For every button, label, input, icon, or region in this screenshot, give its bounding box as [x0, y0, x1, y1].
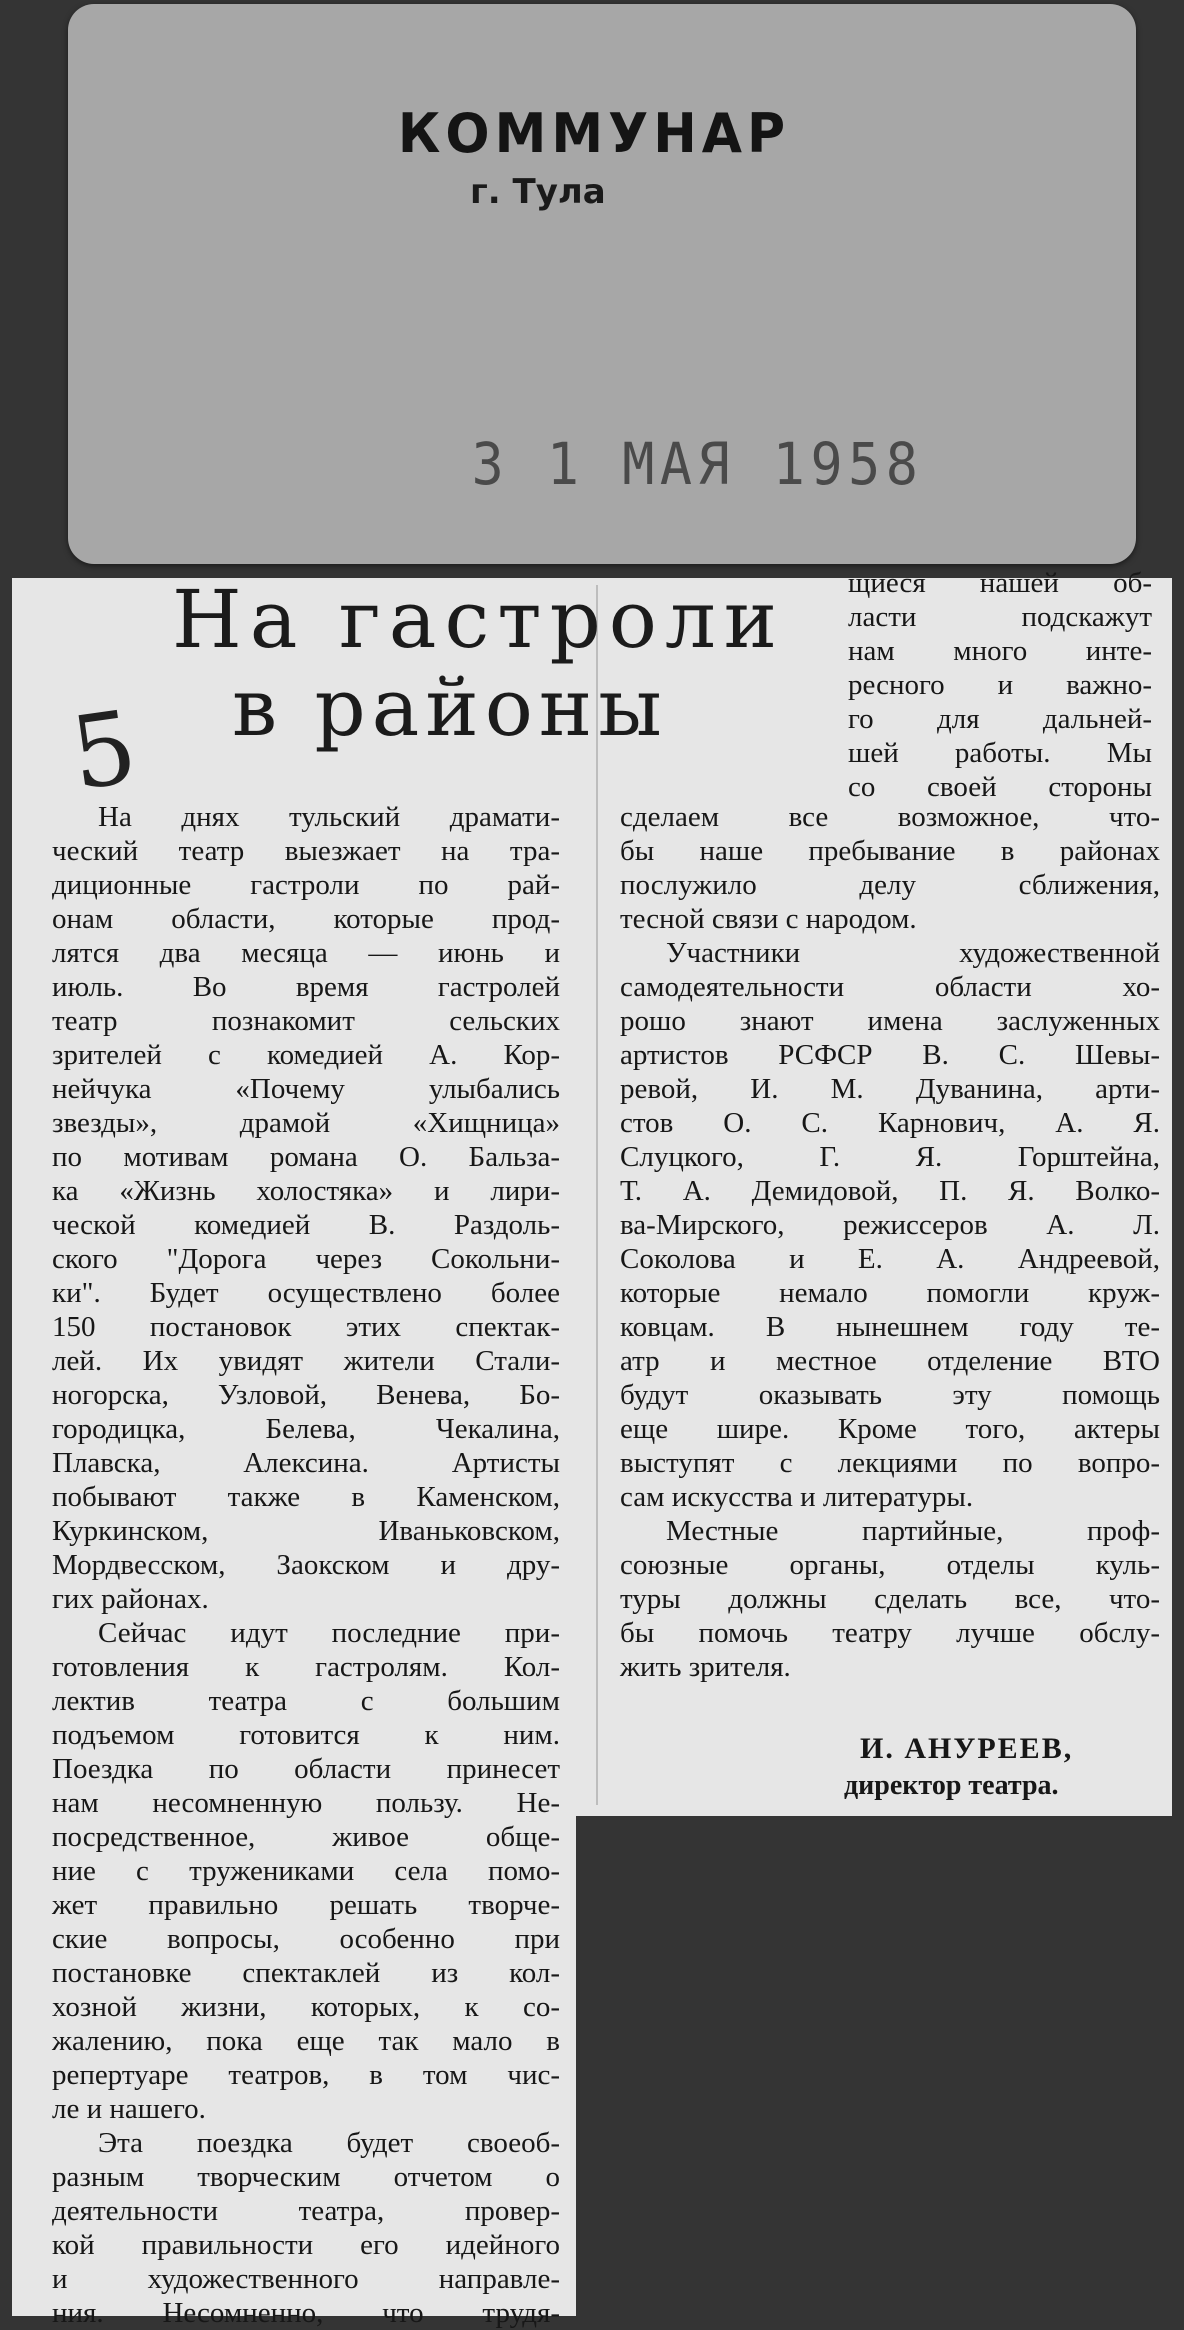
article-line: бы наше пребывание в районах [620, 835, 1160, 867]
article-line: театр познакомит сельских [52, 1005, 560, 1037]
article-line: гих районах. [52, 1583, 209, 1615]
article-line: ского "Дорога через Сокольни- [52, 1243, 560, 1275]
article-line: посредственное, живое обще- [52, 1821, 560, 1853]
article-line: готовления к гастролям. Кол- [52, 1651, 560, 1683]
article-line: нейчука «Почему улыбались [52, 1073, 560, 1105]
article-line: кой правильности его идейного [52, 2229, 560, 2261]
article-line: ния. Несомненно, что трудя- [52, 2297, 560, 2329]
article-line: лей. Их увидят жители Стали- [52, 1345, 560, 1377]
article-line: нам несомненную пользу. Не- [52, 1787, 560, 1819]
date-stamp: 3 1 МАЯ 1958 [471, 430, 924, 498]
author-signature: И. АНУРЕЕВ, [860, 1732, 1074, 1765]
newspaper-city: г. Тула [470, 172, 606, 212]
article-line: лектив театра с большим [52, 1685, 560, 1717]
article-line: Участники художественной [666, 937, 1160, 969]
article-line: онам области, которые прод- [52, 903, 560, 935]
article-line: Слуцкого, Г. Я. Горштейна, [620, 1141, 1160, 1173]
article-line: ногорска, Узловой, Венева, Бо- [52, 1379, 560, 1411]
article-line: атр и местное отделение ВТО [620, 1345, 1160, 1377]
article-line: постановке спектаклей из кол- [52, 1957, 560, 1989]
article-line: Эта поездка будет своеоб- [98, 2127, 560, 2159]
article-column-right-top [848, 566, 1152, 804]
article-line: щиеся нашей об- [848, 567, 1152, 599]
article-column-right [620, 800, 1160, 1684]
article-line: ва-Мирского, режиссеров А. Л. [620, 1209, 1160, 1241]
article-line: Местные партийные, проф- [666, 1515, 1160, 1547]
article-line: Поездка по области принесет [52, 1753, 560, 1785]
article-headline-line-2: в районы [232, 661, 668, 754]
article-line: рошо знают имена заслуженных [620, 1005, 1160, 1037]
article-line: ревой, И. М. Дуванина, арти- [620, 1073, 1160, 1105]
article-line: Куркинском, Иваньковском, [52, 1515, 560, 1547]
newspaper-name: КОММУНАР [397, 102, 791, 166]
article-line: выступят с лекциями по вопро- [620, 1447, 1160, 1479]
article-line: нам много инте- [848, 635, 1152, 667]
article-line: зрителей с комедией А. Кор- [52, 1039, 560, 1071]
article-line: жет правильно решать творче- [52, 1889, 560, 1921]
article-line: лятся два месяца — июнь и [52, 937, 560, 969]
article-line: артистов РСФСР В. С. Шевы- [620, 1039, 1160, 1071]
author-title: директор театра. [844, 1770, 1059, 1801]
article-line: туры должны сделать все, что- [620, 1583, 1160, 1615]
article-line: союзные органы, отделы куль- [620, 1549, 1160, 1581]
article-line: разным творческим отчетом о [52, 2161, 560, 2193]
article-line: по мотивам романа О. Бальза- [52, 1141, 560, 1173]
article-headline-line-1: На гастроли [172, 573, 786, 666]
article-line: ские вопросы, особенно при [52, 1923, 560, 1955]
article-line: послужило делу сближения, [620, 869, 1160, 901]
article-line: подъемом готовится к ним. [52, 1719, 560, 1751]
article-line: ласти подскажут [848, 601, 1152, 633]
article-line: звезды», драмой «Хищница» [52, 1107, 560, 1139]
column-divider [596, 585, 598, 1805]
article-line: еще шире. Кроме того, актеры [620, 1413, 1160, 1445]
article-line: ковцам. В нынешнем году те- [620, 1311, 1160, 1343]
article-line: На днях тульский драмати- [98, 801, 560, 833]
article-line: го для дальней- [848, 703, 1152, 735]
article-line: будут оказывать эту помощь [620, 1379, 1160, 1411]
article-line: стов О. С. Карнович, А. Я. [620, 1107, 1160, 1139]
article-line: 150 постановок этих спектак- [52, 1311, 560, 1343]
article-line: ле и нашего. [52, 2093, 206, 2125]
article-line: репертуаре театров, в том чис- [52, 2059, 560, 2091]
article-line: сам искусства и литературы. [620, 1481, 974, 1513]
article-line: диционные гастроли по рай- [52, 869, 560, 901]
article-line: сделаем все возможное, что- [620, 801, 1160, 833]
article-line: жить зрителя. [620, 1651, 791, 1683]
article-line: июль. Во время гастролей [52, 971, 560, 1003]
article-line: Сейчас идут последние при- [98, 1617, 560, 1649]
article-line: городицка, Белева, Чекалина, [52, 1413, 560, 1445]
article-line: со своей стороны [848, 771, 1152, 803]
handwritten-mark: 5 [64, 688, 144, 813]
article-line: самодеятельности области хо- [620, 971, 1160, 1003]
article-line: ческий театр выезжает на тра- [52, 835, 560, 867]
article-line: бы помочь театру лучше обслу- [620, 1617, 1160, 1649]
article-line: деятельности театра, провер- [52, 2195, 560, 2227]
article-line: шей работы. Мы [848, 737, 1152, 769]
article-line: Плавска, Алексина. Артисты [52, 1447, 560, 1479]
article-line: тесной связи с народом. [620, 903, 917, 935]
article-line: жалению, пока еще так мало в [52, 2025, 560, 2057]
article-line: ресного и важно- [848, 669, 1152, 701]
article-column-left [52, 800, 560, 2330]
article-line: Соколова и Е. А. Андреевой, [620, 1243, 1160, 1275]
article-line: которые немало помогли круж- [620, 1277, 1160, 1309]
article-line: ческой комедией В. Раздоль- [52, 1209, 560, 1241]
article-line: хозной жизни, которых, к со- [52, 1991, 560, 2023]
article-line: ки". Будет осуществлено более [52, 1277, 560, 1309]
article-line: Т. А. Демидовой, П. Я. Волко- [620, 1175, 1160, 1207]
article-line: побывают также в Каменском, [52, 1481, 560, 1513]
article-line: ка «Жизнь холостяка» и лири- [52, 1175, 560, 1207]
article-line: и художественного направле- [52, 2263, 560, 2295]
article-line: Мордвесском, Заокском и дру- [52, 1549, 560, 1581]
article-line: ние с тружениками села помо- [52, 1855, 560, 1887]
